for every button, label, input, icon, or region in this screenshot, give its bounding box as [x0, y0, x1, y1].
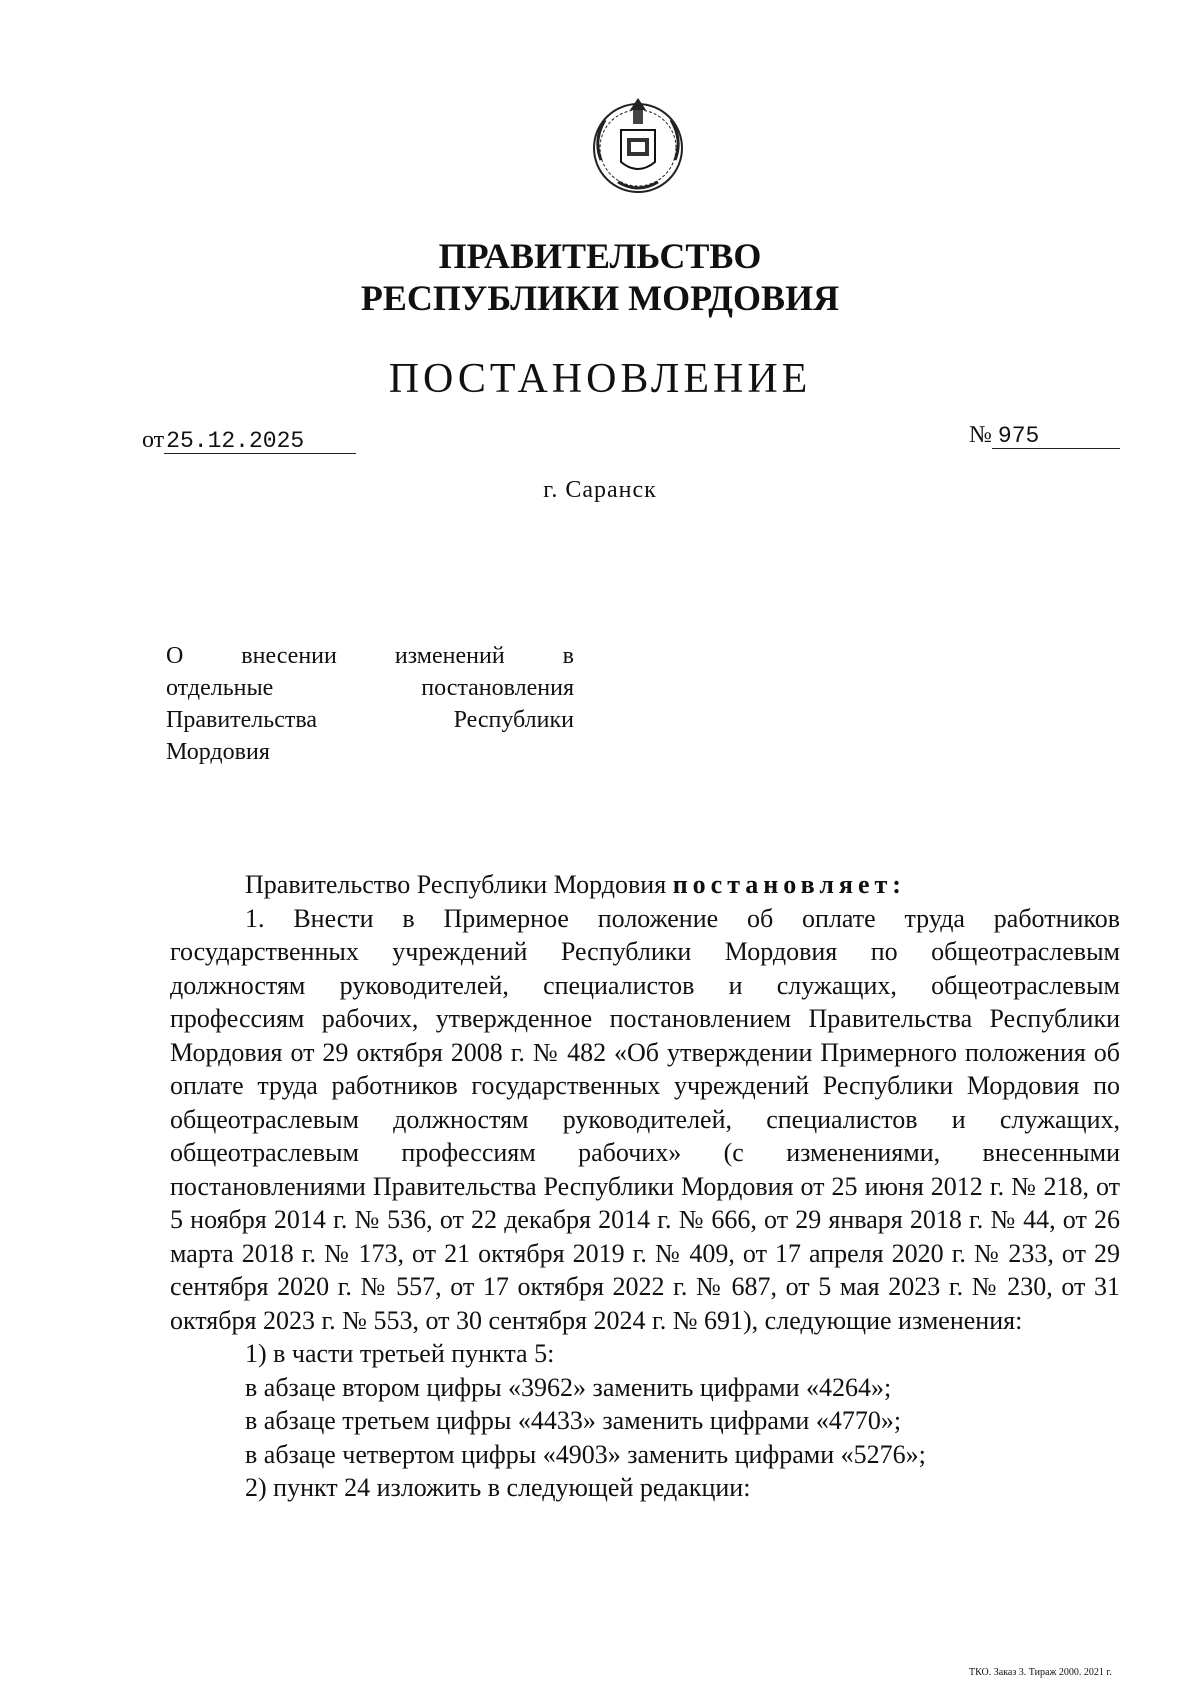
intro-text: Правительство Республики Мордовия: [245, 870, 673, 899]
document-type: ПОСТАНОВЛЕНИЕ: [388, 356, 812, 402]
number-line: [969, 422, 1120, 449]
subject-word: Правительства: [166, 707, 318, 733]
list-item: 2) пункт 24 изложить в следующей редакции:: [245, 1473, 751, 1502]
subject-block: [166, 640, 574, 768]
subject-word: О: [166, 643, 184, 669]
organization-title: [0, 235, 1200, 319]
subject-word: изменений: [394, 643, 505, 669]
date-line: [142, 427, 356, 454]
list-item: в абзаце втором цифры «3962» заменить цифрами «4264»;: [245, 1372, 892, 1402]
subject-word: в: [562, 643, 574, 669]
intro-verb: постановляет:: [672, 870, 906, 899]
org-line-1: ПРАВИТЕЛЬСТВО: [438, 236, 762, 276]
intro-line: [170, 868, 1120, 902]
subject-row: [166, 736, 574, 768]
subject-row: [166, 704, 574, 736]
document-body: [170, 868, 1120, 1505]
subject-word: отдельные: [166, 675, 274, 701]
number-prefix: №: [969, 422, 992, 448]
list-item: 1) в части третьей пункта 5:: [245, 1339, 555, 1368]
paragraph-1: 1. Внести в Примерное положение об оплате труда работников государственных учреждений Республики Мордовия по общеотраслевым должностям руководителей, специалистов и служащих, общеотраслевым профессиям рабочих, утвержденное постановлением Правительства Республики Мордовия от 29 октября 2008 г. № 482 «Об утверждении Примерного положения об оплате труда работников государственных учреждений Республики Мордовия по общеотраслевым должностям руководителей, специалистов и служащих, общеотраслевым профессиям рабочих» (с изменениями, внесенными постановлениями Правительства Республики Мордовия от 25 июня 2012 г. № 218, от 5 ноября 2014 г. № 536, от 22 декабря 2014 г. № 666, от 29 января 2018 г. № 44, от 26 марта 2018 г. № 173, от 21 октября 2019 г. № 409, от 17 апреля 2020 г. № 233, от 29 сентября 2020 г. № 557, от 17 октября 2022 г. № 687, от 5 мая 2023 г. № 230, от 31 октября 2023 г. № 553, от 30 сентября 2024 г. № 691), следующие изменения:: [170, 903, 1120, 1335]
date-prefix: от: [142, 427, 165, 453]
subject-word: Республики: [453, 707, 574, 733]
subject-word: внесении: [241, 643, 337, 669]
print-info: ТКО. Заказ 3. Тираж 2000. 2021 г.: [969, 1667, 1112, 1678]
document-date: 25.12.2025: [164, 429, 356, 454]
subject-word: постановления: [421, 675, 574, 701]
org-line-2: РЕСПУБЛИКИ МОРДОВИЯ: [360, 278, 840, 318]
subject-word: Мордовия: [166, 739, 270, 765]
coat-of-arms-emblem: [583, 90, 693, 200]
list-item: в абзаце третьем цифры «4433» заменить цифрами «4770»;: [245, 1406, 902, 1435]
document-number: 975: [992, 424, 1120, 449]
subject-row: [166, 672, 574, 704]
list-item: в абзаце четвертом цифры «4903» заменить цифрами «5276»;: [245, 1439, 926, 1469]
city: г. Саранск: [543, 477, 657, 503]
subject-row: [166, 640, 574, 672]
